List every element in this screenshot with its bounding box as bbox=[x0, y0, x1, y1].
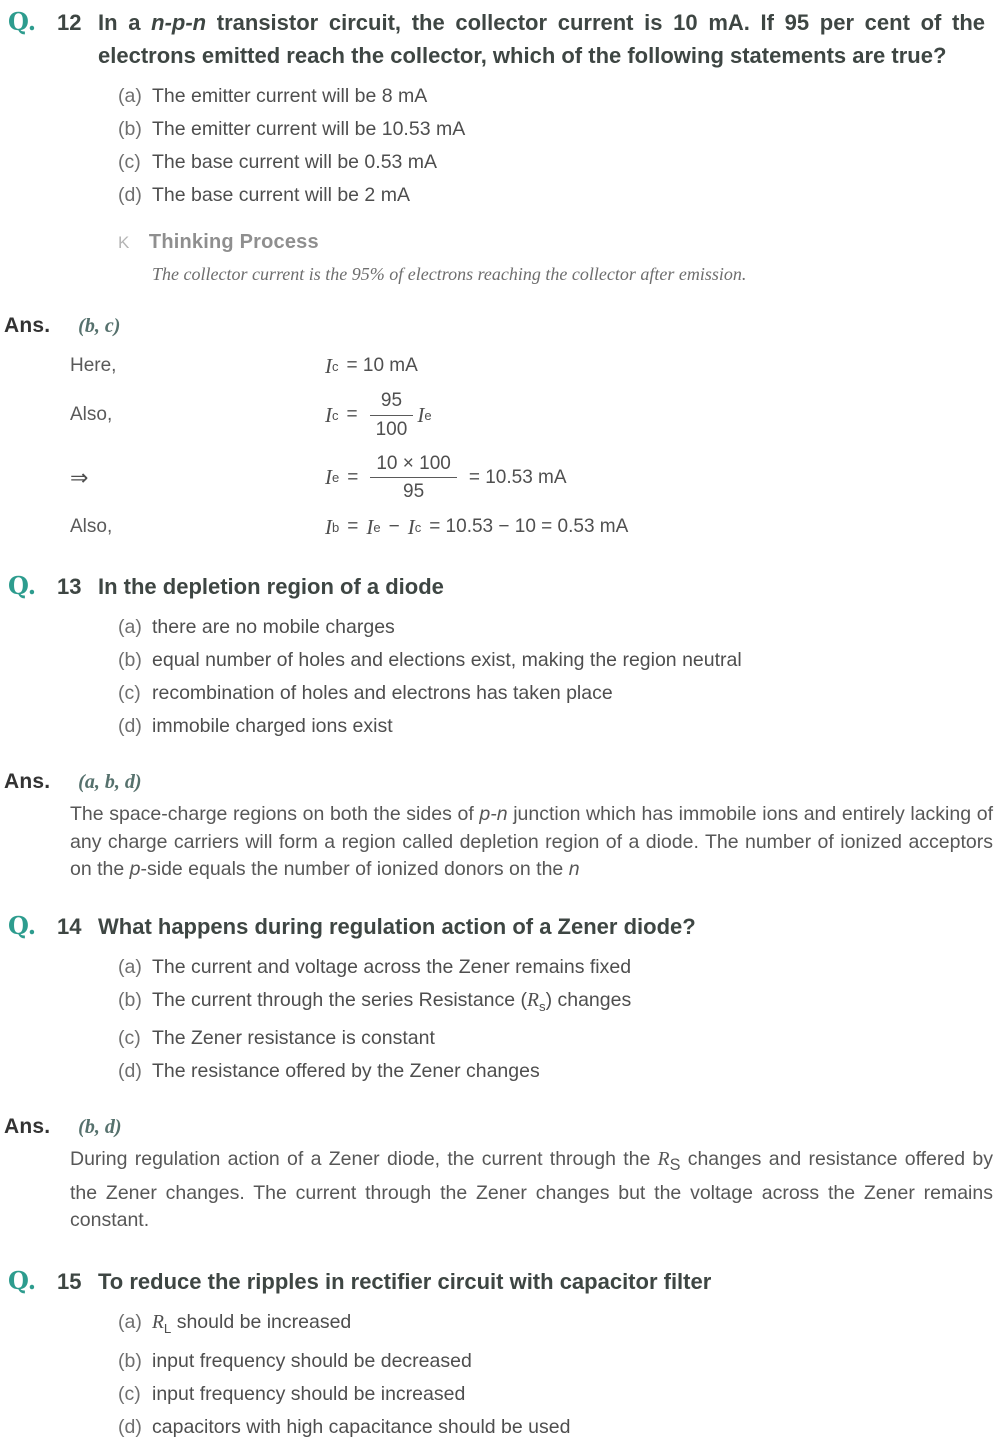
equals-sign: = bbox=[346, 404, 358, 426]
subscript: L bbox=[163, 1320, 172, 1336]
fraction bbox=[370, 452, 457, 505]
options-list bbox=[0, 80, 999, 212]
equation-row-1 bbox=[0, 351, 999, 381]
stem-italic: n-p-n bbox=[151, 10, 207, 35]
stem-text: transistor circuit, the collector current is 10 mA. If 95 per cent of the electrons emitted reach the collector, which of the following statements are true? bbox=[98, 10, 985, 68]
equals-sign: = bbox=[347, 466, 359, 488]
option-text: The base current will be 2 mA bbox=[152, 184, 410, 206]
variable-Ic: I bbox=[407, 514, 415, 539]
variable-Ic: I bbox=[325, 402, 332, 427]
answer-letters: (b, c) bbox=[78, 315, 121, 337]
option-label: (a) bbox=[118, 85, 142, 107]
stem-text: In a bbox=[98, 10, 152, 35]
subscript: c bbox=[332, 358, 339, 374]
variable-Ie: I bbox=[417, 402, 425, 427]
option-text: input frequency should be decreased bbox=[152, 1349, 472, 1372]
option-text: The resistance offered by the Zener changes bbox=[152, 1060, 540, 1083]
explanation-text: -side equals the number of ionized donors on the bbox=[140, 858, 569, 880]
question-13-heading bbox=[0, 570, 999, 603]
option-label: (b) bbox=[118, 1349, 142, 1372]
option-text: The current and voltage across the Zener remains fixed bbox=[152, 955, 632, 978]
subscript: e bbox=[373, 519, 381, 535]
option-label: (d) bbox=[118, 1415, 142, 1438]
thinking-process-text: The collector current is the 95% of electrons reaching the collector after emission. bbox=[152, 264, 747, 284]
question-number: 14 bbox=[57, 913, 82, 939]
option-label: (c) bbox=[118, 1382, 141, 1405]
option-d bbox=[0, 179, 999, 212]
answer-label: Ans. bbox=[4, 314, 51, 337]
q-icon: Q. bbox=[8, 7, 37, 36]
option-a bbox=[0, 611, 999, 644]
equals-sign: = bbox=[347, 516, 359, 537]
subscript: c bbox=[332, 407, 339, 423]
equation-text: = 10 mA bbox=[346, 355, 418, 376]
option-label: (d) bbox=[118, 184, 142, 206]
variable-Ie: I bbox=[366, 514, 374, 539]
option-text: capacitors with high capacitance should be used bbox=[152, 1415, 571, 1438]
option-c bbox=[0, 1378, 999, 1411]
question-13 bbox=[0, 570, 999, 884]
explanation-text: junction which has immobile ions and entirely lacking of any charge carriers will form a region called depletion region of a diode. The number of ionized acceptors on the bbox=[70, 803, 993, 880]
question-number: 12 bbox=[57, 10, 82, 35]
answer-row bbox=[0, 1110, 999, 1144]
answer-explanation bbox=[70, 801, 993, 884]
thinking-process-title: Thinking Process bbox=[148, 231, 319, 253]
option-b bbox=[0, 1345, 999, 1378]
question-stem: To reduce the ripples in rectifier circuit with capacitor filter bbox=[98, 1268, 712, 1294]
option-c bbox=[0, 146, 999, 179]
equation-label: Here, bbox=[70, 355, 117, 376]
q-icon: Q. bbox=[8, 910, 37, 940]
option-label: (d) bbox=[118, 1060, 142, 1083]
thinking-process-header bbox=[0, 226, 999, 259]
solution-equations bbox=[0, 351, 999, 542]
option-text bbox=[152, 988, 632, 1014]
subscript: S bbox=[669, 1156, 681, 1175]
equation-label: Also, bbox=[70, 516, 113, 537]
question-stem: What happens during regulation action of a Zener diode? bbox=[98, 913, 696, 939]
q-icon: Q. bbox=[8, 1265, 37, 1295]
q-icon: Q. bbox=[8, 571, 37, 600]
option-text-part: The current through the series Resistance ( bbox=[152, 988, 528, 1011]
options-list bbox=[0, 611, 999, 743]
equation-row-4 bbox=[0, 512, 999, 542]
subscript: c bbox=[414, 519, 422, 535]
variable-Rs: R bbox=[657, 1149, 670, 1171]
answer-row bbox=[0, 765, 999, 799]
equation-label: Also, bbox=[70, 404, 113, 426]
variable-Ie: I bbox=[325, 465, 332, 490]
question-stem: In the depletion region of a diode bbox=[98, 574, 444, 599]
explanation-italic: p bbox=[129, 858, 141, 880]
option-text: input frequency should be increased bbox=[152, 1382, 466, 1405]
subscript: s bbox=[538, 998, 546, 1014]
option-d bbox=[0, 1411, 999, 1444]
option-text: The base current will be 0.53 mA bbox=[152, 151, 438, 173]
option-text: recombination of holes and electrons has taken place bbox=[152, 682, 613, 704]
option-a bbox=[0, 951, 999, 984]
option-text: The emitter current will be 10.53 mA bbox=[152, 118, 466, 140]
answer-letters: (a, b, d) bbox=[78, 771, 142, 793]
option-text-part: should be increased bbox=[171, 1310, 352, 1333]
answer-label: Ans. bbox=[4, 1115, 51, 1139]
options-list bbox=[0, 1306, 999, 1444]
option-c bbox=[0, 677, 999, 710]
option-label: (d) bbox=[118, 715, 142, 737]
option-label: (a) bbox=[118, 1310, 142, 1333]
explanation-text: During regulation action of a Zener diode, the current through the bbox=[70, 1148, 658, 1171]
fraction bbox=[370, 389, 414, 442]
question-14 bbox=[0, 910, 999, 1235]
equation-row-2 bbox=[0, 387, 999, 444]
thinking-process-icon: K bbox=[118, 233, 130, 252]
option-text: The Zener resistance is constant bbox=[152, 1027, 435, 1050]
option-text: immobile charged ions exist bbox=[152, 715, 393, 737]
option-label: (b) bbox=[118, 649, 142, 671]
subscript: e bbox=[424, 407, 432, 423]
option-label: (a) bbox=[118, 955, 142, 978]
equation-text: = 10.53 − 10 = 0.53 mA bbox=[429, 516, 629, 537]
explanation-text: The space-charge regions on both the sides of bbox=[70, 803, 480, 825]
fraction-denominator: 95 bbox=[403, 481, 425, 503]
explanation-text: changes and resistance offered by the Zener changes. The current through the Zener changes but the voltage across the Zener remains constant. bbox=[70, 1148, 993, 1232]
variable-Rs: R bbox=[527, 989, 539, 1011]
option-d bbox=[0, 1055, 999, 1088]
minus-sign: − bbox=[388, 516, 400, 537]
question-15 bbox=[0, 1265, 999, 1444]
subscript: e bbox=[332, 470, 340, 486]
option-c bbox=[0, 1022, 999, 1055]
option-d bbox=[0, 710, 999, 743]
option-label: (b) bbox=[118, 988, 142, 1011]
equation-row-3 bbox=[0, 450, 999, 507]
option-a bbox=[0, 80, 999, 113]
question-14-heading bbox=[0, 910, 999, 943]
question-15-heading bbox=[0, 1265, 999, 1298]
option-label: (b) bbox=[118, 118, 142, 140]
fraction-numerator: 95 bbox=[370, 389, 414, 416]
option-label: (c) bbox=[118, 151, 141, 173]
question-stem bbox=[98, 10, 985, 68]
fraction-numerator: 10 × 100 bbox=[370, 452, 457, 479]
option-text: equal number of holes and elections exist, making the region neutral bbox=[152, 649, 742, 671]
option-text: The emitter current will be 8 mA bbox=[152, 85, 428, 107]
answer-explanation bbox=[70, 1146, 993, 1234]
option-b bbox=[0, 113, 999, 146]
subscript: b bbox=[332, 519, 340, 535]
variable-Ic: I bbox=[325, 353, 332, 378]
option-label: (c) bbox=[118, 1027, 141, 1050]
option-text bbox=[152, 1310, 352, 1336]
variable-RL: R bbox=[152, 1311, 164, 1333]
options-list bbox=[0, 951, 999, 1089]
option-label: (c) bbox=[118, 682, 141, 704]
question-12-heading bbox=[0, 6, 999, 72]
explanation-italic: n bbox=[568, 858, 580, 880]
option-b bbox=[0, 984, 999, 1023]
option-a bbox=[0, 1306, 999, 1345]
answer-label: Ans. bbox=[4, 770, 51, 793]
option-text-part: ) changes bbox=[545, 988, 632, 1011]
question-number: 15 bbox=[57, 1268, 82, 1294]
option-b bbox=[0, 644, 999, 677]
question-12 bbox=[0, 6, 999, 542]
option-label: (a) bbox=[118, 616, 142, 638]
fraction-denominator: 100 bbox=[375, 418, 408, 440]
answer-row bbox=[0, 309, 999, 343]
equation-text: = 10.53 mA bbox=[468, 466, 567, 488]
implies-arrow: ⇒ bbox=[70, 464, 89, 490]
variable-Ib: I bbox=[325, 514, 332, 539]
explanation-italic: p-n bbox=[479, 803, 508, 825]
answer-letters: (b, d) bbox=[78, 1116, 122, 1139]
option-text: there are no mobile charges bbox=[152, 616, 395, 638]
question-number: 13 bbox=[57, 574, 82, 599]
